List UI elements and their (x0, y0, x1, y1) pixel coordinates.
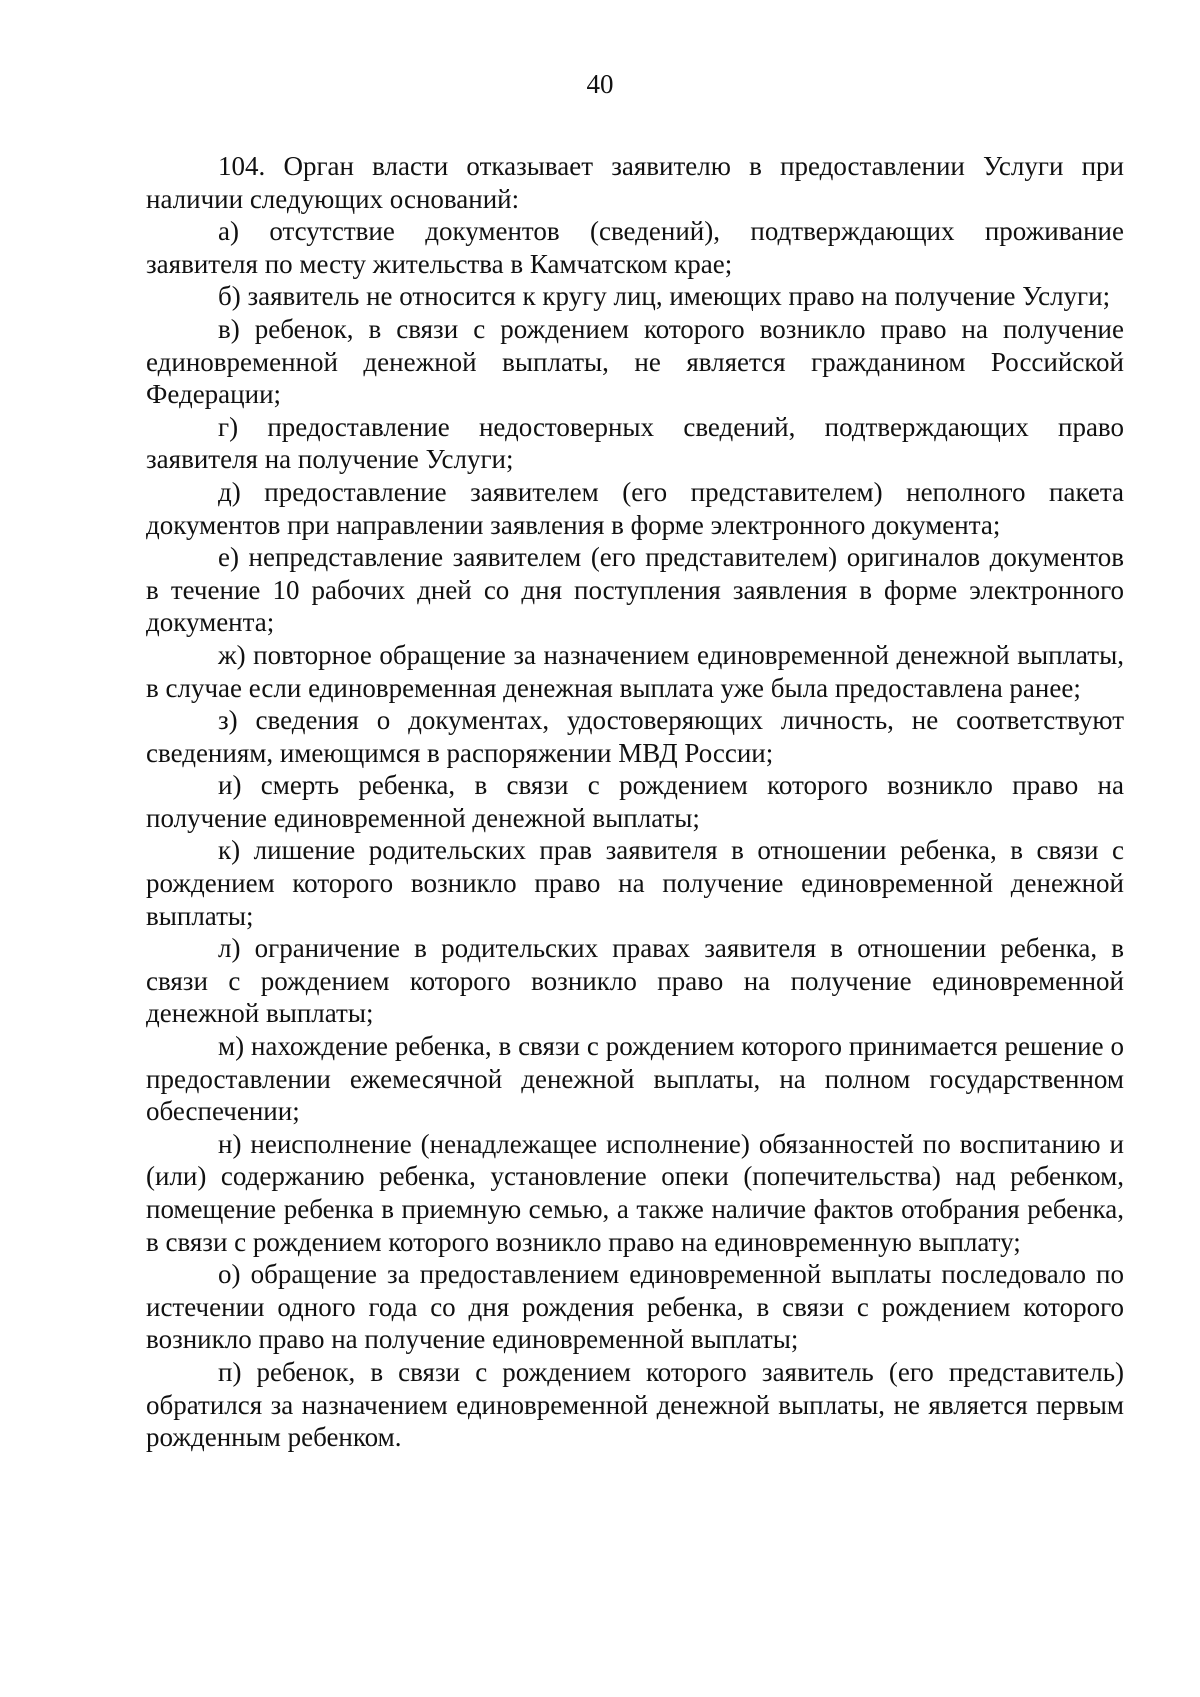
list-item-p: п) ребенок, в связи с рождением которого заявитель (его представитель) обратился за назначением единовременной денежной выплаты, не является первым рожденным ребенком. (146, 1356, 1124, 1453)
list-item-o: о) обращение за предоставлением единовременной выплаты последовало по истечении одного года со дня рождения ребенка, в связи с рождением которого возникло право на получение единовременной выплаты; (146, 1259, 1124, 1355)
page-number: 40 (586, 69, 614, 99)
paragraph-104-intro: 104. Орган власти отказывает заявителю в предоставлении Услуги при наличии следующих оснований: (146, 151, 1124, 214)
list-item-m: м) нахождение ребенка, в связи с рождением которого принимается решение о предоставлении ежемесячной денежной выплаты, на полном государственном обеспечении; (146, 1031, 1124, 1127)
list-item-d: д) предоставление заявителем (его представителем) неполного пакета документов при направлении заявления в форме электронного документа; (146, 476, 1124, 540)
list-item-i: и) смерть ребенка, в связи с рождением которого возникло право на получение единовременной денежной выплаты; (146, 770, 1124, 833)
list-item-n: н) неисполнение (ненадлежащее исполнение) обязанностей по воспитанию и (или) содержанию ребенка, установление опеки (попечительства) над ребенком, помещение ребенка в приемную семью, а также наличие фактов отобрания ребенка, в связи с рождением которого возникло право на единовременную выплату; (146, 1128, 1124, 1257)
list-item-zh: ж) повторное обращение за назначением единовременной денежной выплаты, в случае если единовременная денежная выплата уже была предоставлена ранее; (146, 639, 1124, 703)
document-body (146, 150, 1124, 1454)
list-item-a: а) отсутствие документов (сведений), подтверждающих проживание заявителя по месту жительства в Камчатском крае; (146, 216, 1124, 279)
list-item-b: б) заявитель не относится к кругу лиц, имеющих право на получение Услуги; (218, 281, 1111, 312)
list-item-g: г) предоставление недостоверных сведений, подтверждающих право заявителя на получение Услуги; (146, 411, 1124, 475)
list-item-e: е) непредставление заявителем (его представителем) оригиналов документов в течение 10 рабочих дней со дня поступления заявления в форме электронного документа; (146, 542, 1124, 638)
list-item-v: в) ребенок, в связи с рождением которого возникло право на получение единовременной денежной выплаты, не является гражданином Российской Федерации; (146, 313, 1124, 410)
list-item-l: л) ограничение в родительских правах заявителя в отношении ребенка, в связи с рождением которого возникло право на получение единовременной денежной выплаты; (146, 933, 1124, 1029)
list-item-z: з) сведения о документах, удостоверяющих личность, не соответствуют сведениям, имеющимся в распоряжении МВД России; (146, 705, 1124, 768)
list-item-k: к) лишение родительских прав заявителя в отношении ребенка, в связи с рождением которого возникло право на получение единовременной денежной выплаты; (146, 835, 1124, 931)
